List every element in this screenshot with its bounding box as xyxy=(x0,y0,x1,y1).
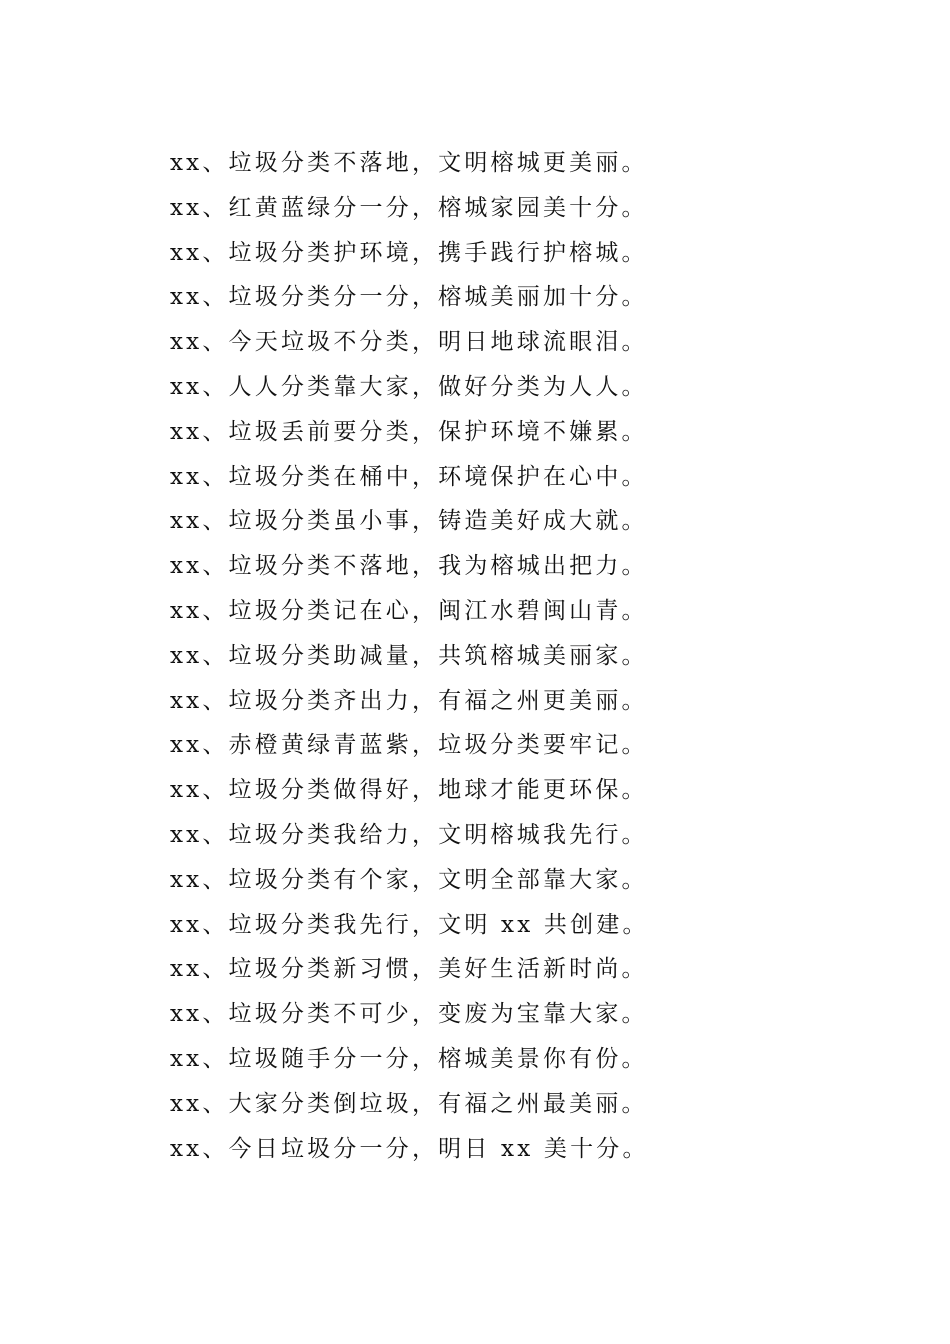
slogan-line: xx、人人分类靠大家，做好分类为人人。 xyxy=(170,373,648,400)
slogan-line: xx、垃圾分类分一分，榕城美丽加十分。 xyxy=(170,284,648,311)
slogan-line: xx、赤橙黄绿青蓝紫，垃圾分类要牢记。 xyxy=(170,732,648,759)
slogan-line: xx、垃圾分类助减量，共筑榕城美丽家。 xyxy=(170,642,648,669)
slogan-line: xx、垃圾分类齐出力，有福之州更美丽。 xyxy=(170,687,648,714)
slogan-line: xx、垃圾分类在桶中，环境保护在心中。 xyxy=(170,463,648,490)
slogan-line: xx、垃圾分类新习惯，美好生活新时尚。 xyxy=(170,956,648,983)
slogan-line: xx、垃圾分类虽小事，铸造美好成大就。 xyxy=(170,508,648,535)
slogan-line: xx、垃圾分类记在心，闽江水碧闽山青。 xyxy=(170,597,648,624)
slogan-line: xx、红黄蓝绿分一分，榕城家园美十分。 xyxy=(170,194,648,221)
slogan-line: xx、垃圾分类不落地，文明榕城更美丽。 xyxy=(170,150,648,176)
slogan-line: xx、今日垃圾分一分，明日 xx 美十分。 xyxy=(170,1135,649,1162)
slogan-line: xx、垃圾随手分一分，榕城美景你有份。 xyxy=(170,1045,648,1072)
slogan-line: xx、垃圾分类不落地，我为榕城出把力。 xyxy=(170,553,648,580)
slogan-line: xx、垃圾分类不可少，变废为宝靠大家。 xyxy=(170,1001,648,1028)
slogan-list xyxy=(170,141,649,1171)
slogan-line: xx、垃圾分类做得好，地球才能更环保。 xyxy=(170,777,648,804)
slogan-line: xx、今天垃圾不分类，明日地球流眼泪。 xyxy=(170,329,648,356)
slogan-line: xx、垃圾分类有个家，文明全部靠大家。 xyxy=(170,866,648,893)
slogan-line: xx、垃圾分类我先行，文明 xx 共创建。 xyxy=(170,911,649,938)
slogan-line: xx、大家分类倒垃圾，有福之州最美丽。 xyxy=(170,1090,648,1117)
slogan-line: xx、垃圾分类我给力，文明榕城我先行。 xyxy=(170,821,648,848)
slogan-line: xx、垃圾分类护环境，携手践行护榕城。 xyxy=(170,239,648,266)
slogan-line: xx、垃圾丢前要分类，保护环境不嫌累。 xyxy=(170,418,648,445)
